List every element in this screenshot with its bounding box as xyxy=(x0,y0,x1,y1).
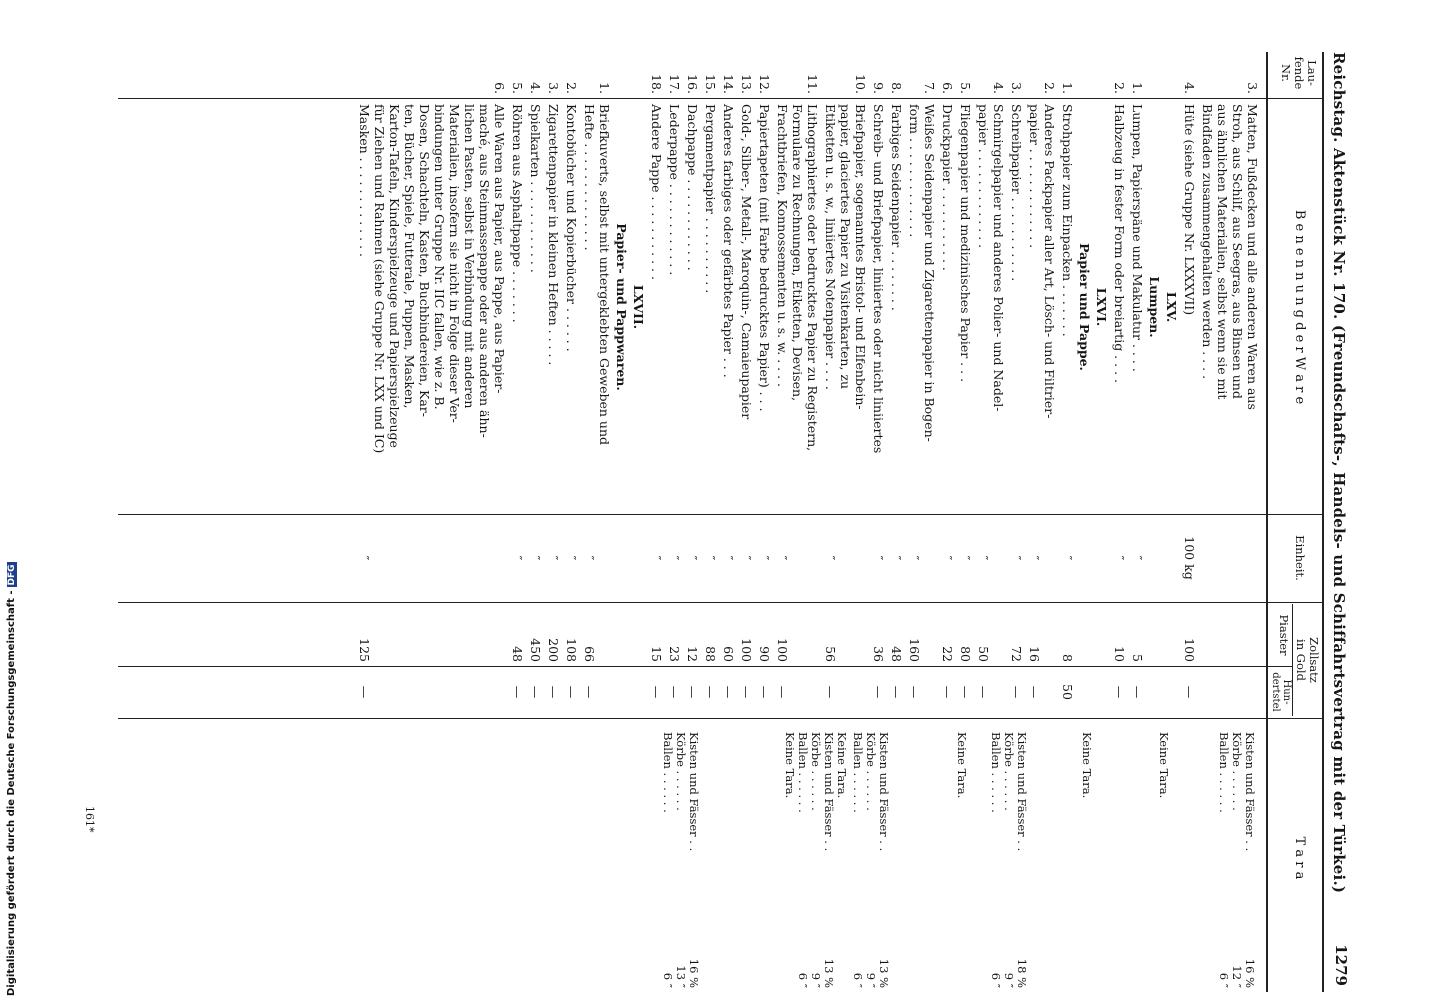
duty-piaster: 5 xyxy=(1130,654,1145,662)
goods-name: Lumpen, Papierspäne und Makulatur . . . . xyxy=(1130,104,1145,372)
duty-piaster: 72 xyxy=(1009,646,1024,662)
duty-piaster: 50 xyxy=(976,646,991,662)
section-heading: Papier und Pappe. xyxy=(1077,243,1092,371)
row-number: 3. xyxy=(1009,82,1024,94)
duty-hundredths: — xyxy=(940,685,955,699)
row-number: 2. xyxy=(1042,82,1057,94)
duty-piaster: 100 xyxy=(739,638,754,662)
duty-hundredths: — xyxy=(564,685,579,699)
goods-name: Spielkarten . . . . . . . . . . . . xyxy=(528,104,543,273)
row-unit: ″ xyxy=(564,555,579,561)
row-unit: ″ xyxy=(357,555,372,561)
duty-hundredths: — xyxy=(1009,685,1024,699)
duty-piaster: 23 xyxy=(667,646,682,662)
col-header-duty: Zollsatz in Gold xyxy=(1294,637,1321,683)
goods-name: Matten, Fußdecken und alle anderen Waren aus Stroh, aus Schilf, aus Seegras, aus Binsen und aus ähnlichen Materialien, selbst wenn sie mit Bindfaden zusammengehalten werden . . . . xyxy=(1200,104,1260,410)
goods-name: Hüte (siehe Gruppe Nr. LXXXVII) xyxy=(1182,104,1197,316)
sidenote-text: Digitalisierung gefördert durch die Deutsche Forschungsgemeinschaft - xyxy=(6,590,17,996)
row-number: 13. xyxy=(739,74,754,94)
duty-hundredths: — xyxy=(871,685,886,699)
header-bottom-rule xyxy=(1267,52,1269,992)
duty-hundredths: — xyxy=(1182,685,1197,699)
duty-piaster: 12 xyxy=(685,646,700,662)
tara-values: 13 % 9 ″ 6 ″ xyxy=(851,958,891,988)
duty-hundredths: — xyxy=(703,685,718,699)
row-number: 17. xyxy=(667,74,682,94)
row-unit: ″ xyxy=(871,555,886,561)
col-header-hundredths: Hun- dertstel xyxy=(1270,672,1292,712)
row-number: 5. xyxy=(958,82,973,94)
duty-subrule xyxy=(1292,604,1293,716)
duty-hundredths: — xyxy=(582,685,597,699)
goods-name: Strohpapier zum Einpacken . . . . . . . xyxy=(1060,104,1075,337)
row-unit: ″ xyxy=(1027,555,1042,561)
col-header-piaster: Piaster xyxy=(1277,614,1291,656)
duty-hundredths: — xyxy=(721,685,736,699)
row-unit: ″ xyxy=(649,555,664,561)
duty-piaster: 66 xyxy=(582,646,597,662)
row-number: 10. xyxy=(853,74,868,94)
row-unit: ″ xyxy=(976,555,991,561)
row-number: 4. xyxy=(1182,82,1197,94)
goods-name: Pergamentpapier . . . . . . . . . . xyxy=(703,104,718,294)
row-unit: 100 kg xyxy=(1182,536,1197,580)
tara-label: Kisten und Fässer . . Körbe . . . . . . Ballen . . . . . . xyxy=(989,732,1029,852)
divider-piaster xyxy=(118,666,1292,667)
row-unit: ″ xyxy=(546,555,561,561)
divider-nr xyxy=(118,98,1322,99)
tara-values: 16 % 12 ″ 6 ″ xyxy=(1217,958,1257,988)
row-number: 1. xyxy=(1060,82,1075,94)
header-rule xyxy=(1322,52,1324,992)
duty-piaster: 450 xyxy=(528,638,543,662)
duty-hundredths: — xyxy=(907,685,922,699)
section-heading: Papier- und Pappwaren. xyxy=(614,223,629,391)
goods-name: Lithographiertes oder bedrucktes Papier zu Registern, Formulare zu Rechnungen, Etiketten, Devisen, Frachtbriefen, Konnossementen u. s. w. . . . . xyxy=(775,104,820,452)
duty-hundredths: — xyxy=(775,685,790,699)
duty-piaster: 48 xyxy=(510,646,525,662)
goods-name: Schreib- und Briefpapier, liniiertes oder nicht liniiertes xyxy=(871,104,886,454)
duty-hundredths: — xyxy=(510,685,525,699)
row-number: 12. xyxy=(757,74,772,94)
duty-piaster: 48 xyxy=(889,646,904,662)
page-number: 1279 xyxy=(1332,944,1350,986)
divider-name xyxy=(118,514,1322,515)
duty-hundredths: — xyxy=(1130,685,1145,699)
divider-duty xyxy=(118,718,1322,719)
page-header xyxy=(1326,52,1348,992)
row-unit: ″ xyxy=(1130,555,1145,561)
goods-name: Papiertapeten (mit Farbe bedrucktes Papier) . . . xyxy=(757,104,772,412)
tara-label: Keine Tara. Kisten und Fässer . . Körbe . . . . . . Ballen . . . . . . Keine Tara. xyxy=(783,732,849,852)
row-unit: ″ xyxy=(757,555,772,561)
tara-values: 13 % 9 ″ 6 ″ xyxy=(796,958,836,988)
row-number: 4. xyxy=(528,82,543,94)
tara-label: Kisten und Fässer . . Körbe . . . . . . Ballen . . . . . . xyxy=(1217,732,1257,852)
row-number: 8. xyxy=(889,82,904,94)
row-number: 2. xyxy=(1112,82,1127,94)
row-unit: ″ xyxy=(907,555,922,561)
row-number: 1. xyxy=(597,82,612,94)
goods-name: Halbzeug in fester Form oder breiartig . . . . xyxy=(1112,104,1127,383)
row-unit: ″ xyxy=(510,555,525,561)
row-unit: ″ xyxy=(940,555,955,561)
row-unit: ″ xyxy=(775,555,790,561)
row-unit: ″ xyxy=(1112,555,1127,561)
goods-name: Briefpapier, sogenanntes Bristol- und Elfenbein- papier, glaciertes Papier zu Visitenkarten, zu Etiketten u. s. w., liniiertes Notenpapier . . . . xyxy=(823,104,868,410)
duty-piaster: 8 xyxy=(1060,654,1075,662)
goods-name: Dachpappe . . . . . . . . . . . . xyxy=(685,104,700,271)
goods-name: Schmirgelpapier und anderes Polier- und Nadel- papier . . . . . . . . . . . . . xyxy=(976,104,1006,412)
goods-name: Anderes farbiges oder gefärbtes Papier . . . xyxy=(721,104,736,378)
tara-label: Keine Tara. xyxy=(1080,732,1094,799)
row-number: 4. xyxy=(991,82,1006,94)
col-header-name: B e n e n n u n g d e r W a r e xyxy=(1292,209,1307,405)
row-unit: ″ xyxy=(582,555,597,561)
duty-hundredths: — xyxy=(958,685,973,699)
page-title: Reichstag. Aktenstück Nr. 170. (Freundschafts-, Handels- und Schiffahrtsvertrag mit der Türkei.) xyxy=(1330,52,1348,894)
section-heading: LXV. xyxy=(1164,291,1179,323)
duty-hundredths: 50 xyxy=(1060,684,1075,700)
duty-piaster: 90 xyxy=(757,646,772,662)
tara-label: Keine Tara. xyxy=(1157,732,1171,799)
section-heading: LXVII. xyxy=(631,284,646,330)
duty-piaster: 200 xyxy=(546,638,561,662)
row-unit: ″ xyxy=(958,555,973,561)
duty-hundredths: — xyxy=(739,685,754,699)
duty-piaster: 80 xyxy=(958,646,973,662)
row-number: 11. xyxy=(805,74,820,94)
goods-name: Weißes Seidenpapier und Zigarettenpapier in Bogen- form . . . . . . . . . . . . . xyxy=(907,104,937,442)
row-number: 18. xyxy=(649,74,664,94)
row-number: 9. xyxy=(871,82,886,94)
goods-name: Briefkuverts, selbst mit untergeklebten Geweben und Hefte . . . . . . . . . . . . . . xyxy=(582,104,612,446)
col-header-tara: T a r a xyxy=(1292,836,1307,880)
duty-hundredths: — xyxy=(757,685,772,699)
duty-piaster: 100 xyxy=(1182,638,1197,662)
duty-hundredths: — xyxy=(357,685,372,699)
goods-name: Kontobücher und Kopierbücher . . . . . . xyxy=(564,104,579,352)
duty-piaster: 56 xyxy=(823,646,838,662)
duty-piaster: 60 xyxy=(721,646,736,662)
section-heading: Lumpen. xyxy=(1147,276,1162,338)
row-unit: ″ xyxy=(528,555,543,561)
row-unit: ″ xyxy=(823,555,838,561)
row-unit: ″ xyxy=(1009,555,1024,561)
row-number: 2. xyxy=(564,82,579,94)
printer-mark: 161* xyxy=(83,806,96,833)
row-number: 14. xyxy=(721,74,736,94)
goods-name: Röhren aus Asphaltpappe . . . . . . . xyxy=(510,104,525,323)
duty-hundredths: — xyxy=(667,685,682,699)
goods-name: Fliegenpapier und medizinisches Papier . . . xyxy=(958,104,973,383)
row-unit: ″ xyxy=(667,555,682,561)
duty-piaster: 16 xyxy=(1027,646,1042,662)
tara-label: Keine Tara. xyxy=(955,732,969,799)
goods-name: Farbiges Seidenpapier . . . . . . . . xyxy=(889,104,904,311)
duty-hundredths: — xyxy=(1112,685,1127,699)
duty-piaster: 100 xyxy=(775,638,790,662)
col-header-unit: Einheit. xyxy=(1293,535,1307,581)
row-number: 3. xyxy=(1245,82,1260,94)
duty-piaster: 36 xyxy=(871,646,886,662)
goods-name: Gold-, Silber-, Metall-, Maroquin-, Camaieupapier xyxy=(739,104,754,420)
row-unit: ″ xyxy=(1060,555,1075,561)
goods-name: Anderes Packpapier aller Art, Lösch- und Filtrier- papier . . . . . . . . . . . . . xyxy=(1027,104,1057,419)
goods-name: Andere Pappe . . . . . . . . . . . xyxy=(649,104,664,280)
duty-piaster: 108 xyxy=(564,638,579,662)
duty-piaster: 22 xyxy=(940,646,955,662)
divider-unit xyxy=(118,602,1322,603)
row-number: 6. xyxy=(940,82,955,94)
dfg-sidenote xyxy=(6,562,17,996)
row-unit: ″ xyxy=(739,555,754,561)
duty-hundredths: — xyxy=(649,685,664,699)
duty-piaster: 88 xyxy=(703,646,718,662)
duty-piaster: 15 xyxy=(649,646,664,662)
row-unit: ″ xyxy=(889,555,904,561)
duty-hundredths: — xyxy=(685,685,700,699)
duty-hundredths: — xyxy=(823,685,838,699)
row-unit: ″ xyxy=(685,555,700,561)
section-heading: LXVI. xyxy=(1094,287,1109,327)
goods-name: Schreibpapier . . . . . . . . . . . xyxy=(1009,104,1024,282)
row-number: 16. xyxy=(685,74,700,94)
duty-hundredths: — xyxy=(889,685,904,699)
goods-name: Zigarettenpapier in kleinen Heften . . . . . xyxy=(546,104,561,366)
row-unit: ″ xyxy=(703,555,718,561)
duty-hundredths: — xyxy=(976,685,991,699)
duty-piaster: 160 xyxy=(907,638,922,662)
tara-values: 18 % 9 ″ 6 ″ xyxy=(989,958,1029,988)
goods-name: Alle Waren aus Papier, aus Pappe, aus Papier- maché, aus Steinmassepappe oder aus anderen ähn- lichen Pasten, selbst in Verbindung mit anderen Materialien, insofern sie nicht in Folge dieser Ver- bindungen unter Gruppe Nr. IIC fallen, wie z. B. Dosen, Schachteln, Kasten, Buchbindereien, Kar- ten, Bücher, Spiele, Futterale, Puppen, Masken, Karton-Tafeln, Kinderspielzeuge und Papierspielzeuge für Ziehen und Rahmen (siehe Gruppe Nr. LXX und IC) Masken . . . . . . . . . . . . . xyxy=(357,104,507,454)
duty-piaster: 125 xyxy=(357,638,372,662)
goods-name: Druckpapier . . . . . . . . . . . xyxy=(940,104,955,271)
row-number: 1. xyxy=(1130,82,1145,94)
row-number: 5. xyxy=(510,82,525,94)
duty-hundredths: — xyxy=(1027,685,1042,699)
goods-name: Lederpappe . . . . . . . . . . . . xyxy=(667,104,682,276)
duty-piaster: 10 xyxy=(1112,646,1127,662)
tara-values: 16 % 13 ″ 6 ″ xyxy=(661,958,701,988)
row-number: 3. xyxy=(546,82,561,94)
col-header-nr: Lau- fende Nr. xyxy=(1279,56,1319,90)
row-unit: ″ xyxy=(721,555,736,561)
row-number: 6. xyxy=(492,82,507,94)
rotated-table-page xyxy=(98,52,1348,992)
tara-label: Kisten und Fässer . . Körbe . . . . . . Ballen . . . . . . xyxy=(851,732,891,852)
tara-label: Kisten und Fässer . . Körbe . . . . . . Ballen . . . . . . xyxy=(661,732,701,852)
row-number: 15. xyxy=(703,74,718,94)
duty-hundredths: — xyxy=(528,685,543,699)
dfg-logo: DFG xyxy=(7,564,17,586)
duty-hundredths: — xyxy=(546,685,561,699)
row-number: 7. xyxy=(922,82,937,94)
